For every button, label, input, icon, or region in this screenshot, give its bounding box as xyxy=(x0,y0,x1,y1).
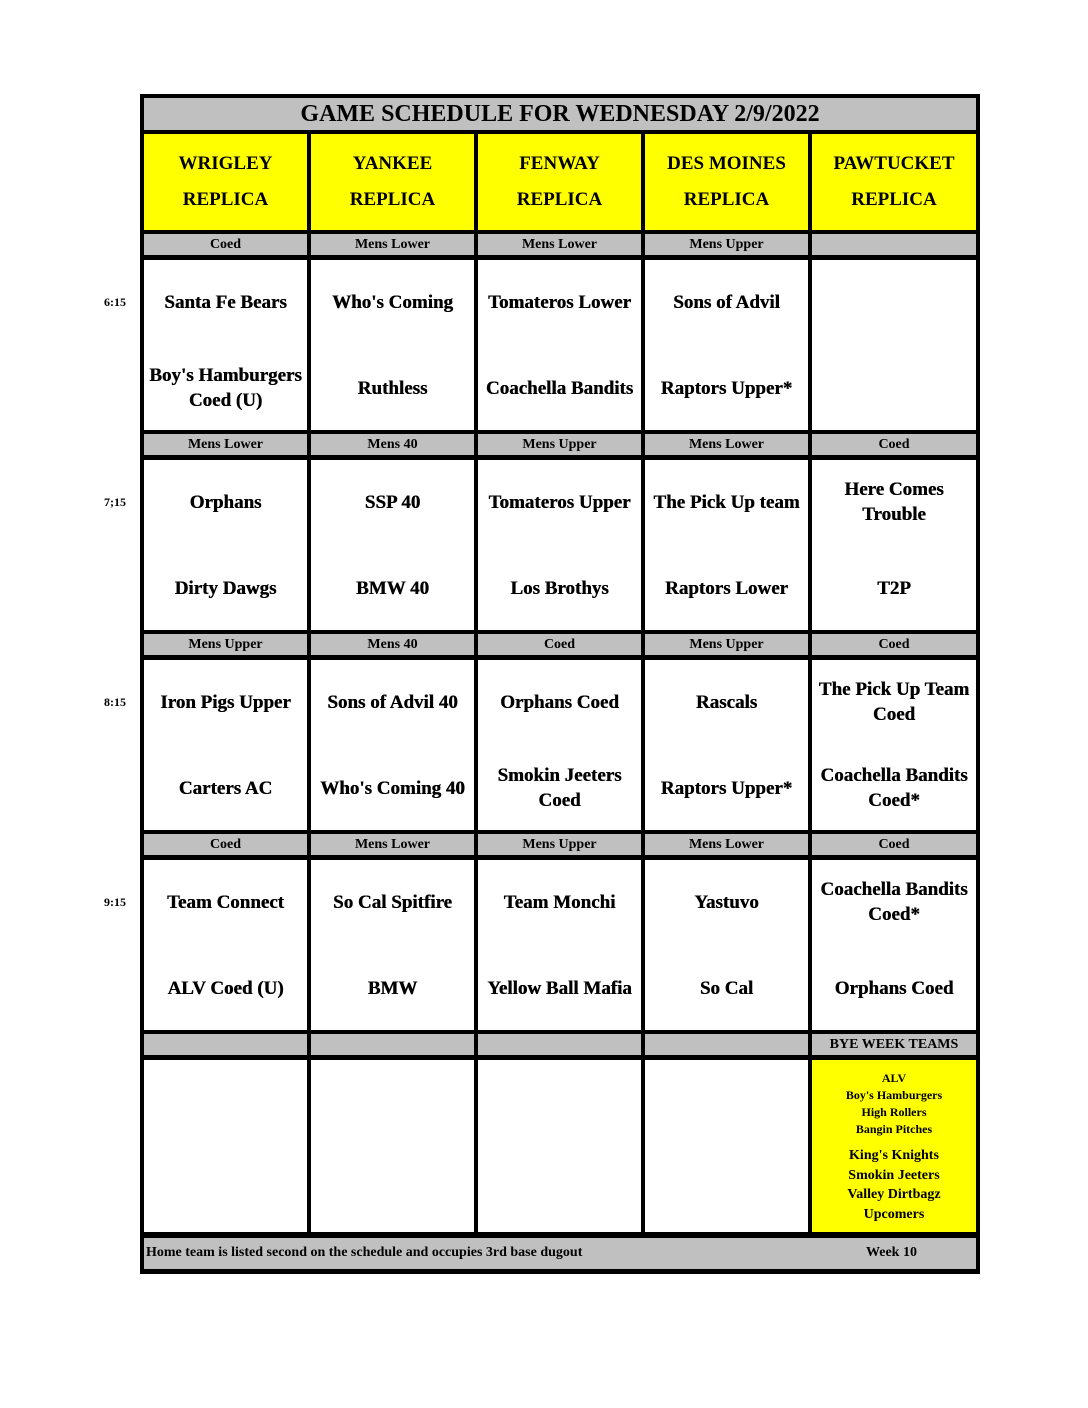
game-cell xyxy=(311,460,474,630)
field-subtitle: REPLICA xyxy=(182,189,269,210)
bye-team: Upcomers xyxy=(863,1206,925,1222)
division-label xyxy=(144,1034,307,1055)
time-slot-label: 7;15 xyxy=(104,495,126,509)
bye-week-list xyxy=(812,1060,976,1232)
home-team: Coachella Bandits xyxy=(485,377,634,399)
away-team: Santa Fe Bears xyxy=(164,291,287,313)
division-label: Mens Lower xyxy=(478,234,641,255)
division-label xyxy=(478,1034,641,1055)
division-label: Mens Lower xyxy=(311,234,474,255)
away-team: Rascals xyxy=(695,691,758,713)
bye-team: Bangin Pitches xyxy=(855,1122,933,1136)
field-name: WRIGLEY xyxy=(178,153,273,174)
bye-group-1 xyxy=(846,1070,942,1138)
field-subtitle: REPLICA xyxy=(349,189,436,210)
week-label: Week 10 xyxy=(866,1245,917,1260)
home-team xyxy=(812,348,976,428)
division-label: Coed xyxy=(478,634,641,655)
home-team: Yellow Ball Mafia xyxy=(487,977,632,999)
division-label: Coed xyxy=(812,434,976,455)
field-name: PAWTUCKET xyxy=(833,153,955,174)
field-subtitle: REPLICA xyxy=(516,189,603,210)
game-cell xyxy=(645,860,808,1030)
away-team: Sons of Advil xyxy=(673,291,780,313)
empty-cell xyxy=(645,1060,808,1232)
empty-cell xyxy=(144,1060,307,1232)
home-team: BMW 40 xyxy=(355,577,429,599)
away-team: SSP 40 xyxy=(364,491,421,513)
away-team: Here Comes Trouble xyxy=(844,479,944,525)
game-cell xyxy=(144,460,307,630)
time-slot-label: 8:15 xyxy=(104,695,126,709)
division-label: Coed xyxy=(812,634,976,655)
division-label xyxy=(812,234,976,255)
home-team: Raptors Upper* xyxy=(660,377,793,399)
game-cell xyxy=(812,260,976,430)
time-slot-label: 6:15 xyxy=(104,295,126,309)
home-team: Orphans Coed xyxy=(834,977,954,999)
field-header xyxy=(812,134,976,230)
away-team: Yastuvo xyxy=(694,891,759,913)
away-team: Who's Coming xyxy=(332,291,453,313)
home-team: Ruthless xyxy=(357,377,428,399)
bye-group-2 xyxy=(847,1146,940,1224)
schedule-table xyxy=(140,94,980,1274)
game-cell xyxy=(311,860,474,1030)
bye-team: Boy's Hamburgers xyxy=(845,1088,943,1102)
division-label xyxy=(645,1034,808,1055)
away-team: Sons of Advil 40 xyxy=(327,691,458,713)
division-label: Mens Lower xyxy=(645,834,808,855)
away-team: Orphans Coed xyxy=(500,691,619,713)
field-name: FENWAY xyxy=(519,153,600,174)
home-team: T2P xyxy=(877,577,911,599)
away-team: So Cal Spitfire xyxy=(333,891,452,913)
game-cell xyxy=(812,460,976,630)
empty-cell xyxy=(478,1060,641,1232)
game-cell xyxy=(311,260,474,430)
empty-cell xyxy=(311,1060,474,1232)
away-team: Iron Pigs Upper xyxy=(160,691,291,713)
field-header xyxy=(311,134,474,230)
game-cell xyxy=(311,660,474,830)
division-label: Mens Upper xyxy=(144,634,307,655)
field-name: DES MOINES xyxy=(667,153,786,174)
division-label: Coed xyxy=(144,234,307,255)
field-header xyxy=(645,134,808,230)
home-team: Boy's Hamburgers Coed (U) xyxy=(149,365,302,411)
away-team: Orphans xyxy=(189,491,262,513)
game-cell xyxy=(812,660,976,830)
home-team: Coachella Bandits Coed* xyxy=(820,765,968,811)
field-subtitle: REPLICA xyxy=(851,189,937,210)
division-label: Coed xyxy=(144,834,307,855)
footer-note: Home team is listed second on the schedule and occupies 3rd base dugout xyxy=(146,1245,583,1260)
division-label: Coed xyxy=(812,834,976,855)
division-label: Mens Upper xyxy=(645,634,808,655)
game-cell xyxy=(812,860,976,1030)
home-team: Raptors Lower xyxy=(665,577,788,599)
division-label: Mens 40 xyxy=(311,434,474,455)
game-cell xyxy=(144,660,307,830)
home-team: Raptors Upper* xyxy=(660,777,793,799)
field-name: YANKEE xyxy=(352,153,433,174)
division-label: Mens 40 xyxy=(311,634,474,655)
game-cell xyxy=(144,260,307,430)
home-team: So Cal xyxy=(699,977,754,999)
bye-team: Smokin Jeeters xyxy=(848,1167,940,1183)
away-team: Team Connect xyxy=(167,891,284,913)
away-team: The Pick Up team xyxy=(653,491,800,513)
field-header xyxy=(478,134,641,230)
home-team: ALV Coed (U) xyxy=(167,977,284,999)
game-cell xyxy=(478,460,641,630)
bye-team: Valley Dirtbagz xyxy=(847,1187,941,1202)
game-cell xyxy=(645,460,808,630)
game-cell xyxy=(478,660,641,830)
away-team: Team Monchi xyxy=(503,891,616,913)
bye-team: King's Knights xyxy=(849,1148,939,1163)
away-team: The Pick Up Team Coed xyxy=(818,679,970,725)
division-label: Mens Upper xyxy=(478,834,641,855)
bye-team: High Rollers xyxy=(861,1105,927,1119)
bye-week-header: BYE WEEK TEAMS xyxy=(812,1034,976,1055)
home-team: Los Brothys xyxy=(510,577,609,599)
game-cell xyxy=(645,260,808,430)
home-team: BMW xyxy=(367,977,418,999)
away-team xyxy=(812,272,976,332)
division-label: Mens Lower xyxy=(645,434,808,455)
home-team: Who's Coming 40 xyxy=(320,777,465,799)
game-cell xyxy=(478,860,641,1030)
away-team: Coachella Bandits Coed* xyxy=(820,879,968,925)
division-label: Mens Upper xyxy=(478,434,641,455)
division-label: Mens Upper xyxy=(645,234,808,255)
home-team: Dirty Dawgs xyxy=(174,577,277,599)
division-label: Mens Lower xyxy=(311,834,474,855)
game-cell xyxy=(645,660,808,830)
away-team: Tomateros Upper xyxy=(488,491,631,513)
division-label: Mens Lower xyxy=(144,434,307,455)
time-slot-label: 9:15 xyxy=(104,895,126,909)
home-team: Carters AC xyxy=(178,777,273,799)
away-team: Tomateros Lower xyxy=(487,291,631,313)
field-header xyxy=(144,134,307,230)
schedule-title: GAME SCHEDULE FOR WEDNESDAY 2/9/2022 xyxy=(144,98,976,130)
game-cell xyxy=(478,260,641,430)
division-label xyxy=(311,1034,474,1055)
home-team: Smokin Jeeters Coed xyxy=(497,765,622,811)
game-cell xyxy=(144,860,307,1030)
field-subtitle: REPLICA xyxy=(683,189,770,210)
bye-team: ALV xyxy=(881,1071,907,1085)
